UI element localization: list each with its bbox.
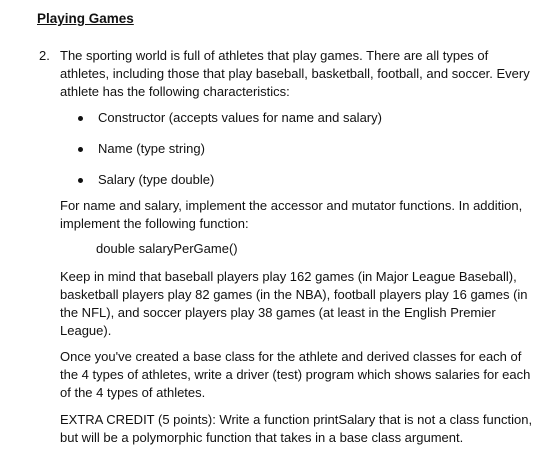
- function-signature: double salaryPerGame(): [96, 241, 238, 256]
- bullet-icon: [78, 178, 83, 183]
- characteristic-text: Name (type string): [98, 141, 205, 156]
- characteristic-item: [78, 171, 382, 189]
- characteristic-text: Constructor (accepts values for name and salary): [98, 110, 382, 125]
- item-number: 2.: [39, 48, 50, 63]
- intro-paragraph: The sporting world is full of athletes that play games. There are all types of athletes, including those that play baseball, basketball, football, and soccer. Every athlete has the following characteristics:: [60, 48, 530, 99]
- section-title: Playing Games: [37, 11, 134, 26]
- driver-paragraph: Once you've created a base class for the athlete and derived classes for each of the 4 types of athletes, write a driver (test) program which shows salaries for each of the 4 types of athletes.: [60, 349, 531, 400]
- characteristic-item: [78, 109, 382, 127]
- bullet-icon: [78, 116, 83, 121]
- accessor-paragraph: For name and salary, implement the accessor and mutator functions. In addition, implement the following function:: [60, 198, 523, 231]
- bullet-icon: [78, 147, 83, 152]
- games-paragraph: Keep in mind that baseball players play 162 games (in Major League Baseball), basketball players play 82 games (in the NBA), football players play 16 games (in the NFL), and soccer players play 38 games (at least in the English Premier League).: [60, 269, 528, 338]
- characteristics-list: [78, 109, 382, 202]
- characteristic-text: Salary (type double): [98, 172, 215, 187]
- characteristic-item: [78, 140, 382, 158]
- extra-credit-paragraph: EXTRA CREDIT (5 points): Write a function printSalary that is not a class function, but will be a polymorphic function that takes in a base class argument.: [60, 412, 533, 445]
